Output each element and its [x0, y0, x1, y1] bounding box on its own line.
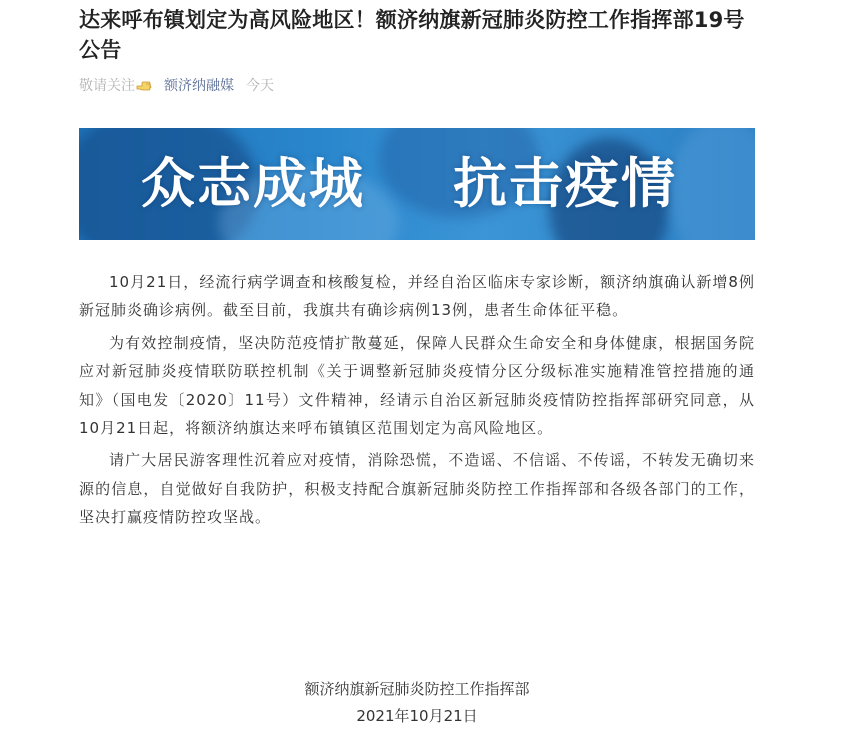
article-meta	[79, 75, 755, 97]
signature-date: 2021年10月21日	[356, 707, 478, 725]
paragraph: 10月21日，经流行病学调查和核酸复检，并经自治区临床专家诊断，额济纳旗确认新增8例新冠肺炎确诊病例。截至目前，我旗共有确诊病例13例，患者生命体征平稳。	[79, 273, 755, 320]
paragraph: 请广大居民游客理性沉着应对疫情，消除恐慌，不造谣、不信谣、不传谣，不转发无确切来源的信息，自觉做好自我防护，积极支持配合旗新冠肺炎防控工作指挥部和各级各部门的工作，坚决打赢疫情防控攻坚战。	[79, 451, 755, 527]
follow-label: 敬请关注	[79, 78, 135, 94]
article-title: 达来呼布镇划定为高风险地区！额济纳旗新冠肺炎防控工作指挥部19号公告	[79, 8, 745, 62]
banner-image	[79, 128, 755, 240]
article-body	[79, 268, 755, 536]
banner-text-right: 抗击疫情	[453, 152, 677, 215]
signature-organization: 额济纳旗新冠肺炎防控工作指挥部	[304, 680, 530, 698]
follow-prompt	[79, 75, 152, 97]
publish-date: 今天	[246, 78, 274, 94]
signature-block	[79, 676, 755, 730]
account-name-link[interactable]: 额济纳融媒	[164, 78, 234, 94]
banner-text-left: 众志成城	[141, 152, 365, 215]
hand-pointing-icon	[136, 80, 152, 92]
article-header	[79, 0, 755, 97]
paragraph: 为有效控制疫情，坚决防范疫情扩散蔓延，保障人民群众生命安全和身体健康，根据国务院应对新冠肺炎疫情联防联控机制《关于调整新冠肺炎疫情分区分级标准实施精准管控措施的通知》（国电发〔2020〕11号）文件精神，经请示自治区新冠肺炎疫情防控指挥部研究同意，从10月21日起，将额济纳旗达来呼布镇镇区范围划定为高风险地区。	[79, 333, 755, 438]
